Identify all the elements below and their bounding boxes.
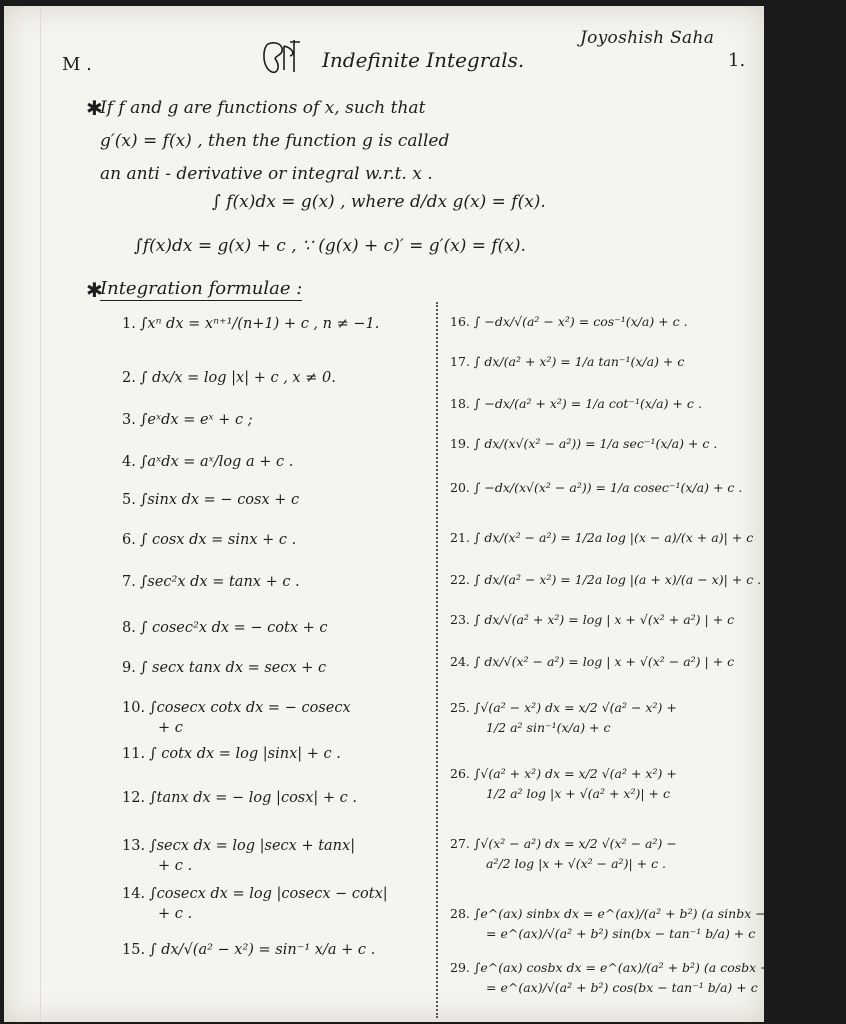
formula-text: ∫ dx/x = log |x| + c , x ≠ 0. (139, 370, 336, 386)
right-formula-1 (450, 312, 688, 332)
formula-number: 13. (122, 838, 146, 854)
notebook-page (4, 6, 846, 1022)
formula-text: ∫ cotx dx = log |sinx| + c . (149, 746, 341, 762)
formula-number: 29. (450, 960, 470, 975)
right-formula-12 (450, 834, 677, 874)
page-margin-line (40, 6, 41, 1022)
definition-formula-1: ∫ f(x)dx = g(x) , where d/dx g(x) = f(x). (212, 192, 546, 212)
formula-number: 11. (122, 746, 146, 762)
definition-formula-2: ∫f(x)dx = g(x) + c , ∵ (g(x) + c)′ = g′(x) = f(x). (134, 236, 526, 256)
left-formula-3 (122, 410, 253, 430)
right-formula-6 (450, 528, 753, 548)
formula-text: ∫ dx/(a² − x²) = 1/2a log |(a + x)/(a − x)| + c . (473, 572, 762, 587)
asterisk-icon: ✱ (86, 96, 103, 120)
right-formula-7 (450, 570, 761, 590)
formula-continuation: 1/2 a² log |x + √(a² + x²)| + c (486, 786, 671, 801)
formula-text: ∫sinx dx = − cosx + c (139, 492, 300, 508)
formula-text: ∫ −dx/(x√(x² − a²)) = 1/a cosec⁻¹(x/a) + c . (473, 480, 743, 495)
formula-number: 15. (122, 942, 146, 958)
formula-text: ∫ dx/(a² + x²) = 1/a tan⁻¹(x/a) + c (473, 354, 685, 369)
right-formula-9 (450, 652, 734, 672)
formula-text: ∫√(x² − a²) dx = x/2 √(x² − a²) − (473, 836, 677, 851)
left-formula-2 (122, 368, 336, 388)
formula-text: ∫cosecx cotx dx = − cosecx (149, 700, 351, 716)
left-formula-1 (122, 314, 379, 334)
formula-number: 4. (122, 454, 136, 470)
formula-number: 9. (122, 660, 136, 676)
formula-number: 18. (450, 396, 470, 411)
formula-number: 6. (122, 532, 136, 548)
left-formula-8 (122, 618, 328, 638)
formula-number: 3. (122, 412, 136, 428)
asterisk-icon: ✱ (86, 278, 103, 302)
monogram-logo (260, 38, 304, 78)
formula-continuation: + c . (158, 858, 193, 874)
left-formula-15 (122, 940, 375, 960)
formula-text: ∫ dx/√(x² − a²) = log | x + √(x² − a²) | + c (473, 654, 735, 669)
formula-number: 7. (122, 574, 136, 590)
formula-continuation: + c (158, 720, 183, 736)
formula-number: 10. (122, 700, 146, 716)
formula-number: 16. (450, 314, 470, 329)
intro-line-2: g′(x) = f(x) , then the function g is called (100, 131, 450, 151)
formula-text: ∫ cosx dx = sinx + c . (139, 532, 297, 548)
formula-text: ∫ dx/√(a² − x²) = sin⁻¹ x/a + c . (149, 942, 376, 958)
formula-text: ∫e^(ax) cosbx dx = e^(ax)/(a² + b²) (a cosbx + bsinbx) + c (473, 960, 846, 975)
intro-line-1: If f and g are functions of x, such that (100, 98, 426, 118)
formula-number: 8. (122, 620, 136, 636)
left-formula-13 (122, 836, 355, 876)
column-divider (436, 302, 438, 1018)
formula-text: ∫secx dx = log |secx + tanx| (149, 838, 356, 854)
formula-number: 22. (450, 572, 470, 587)
right-formula-13 (450, 904, 844, 944)
formula-text: ∫sec²x dx = tanx + c . (139, 574, 300, 590)
right-formula-2 (450, 352, 684, 372)
left-formula-11 (122, 744, 341, 764)
right-formula-10 (450, 698, 677, 738)
formula-number: 14. (122, 886, 146, 902)
formula-number: 21. (450, 530, 470, 545)
right-formula-4 (450, 434, 717, 454)
right-formula-11 (450, 764, 677, 804)
formula-continuation: a²/2 log |x + √(x² − a²)| + c . (486, 856, 667, 871)
right-formula-14 (450, 958, 846, 998)
formula-text: ∫cosecx dx = log |cosecx − cotx| (149, 886, 388, 902)
page-title: Indefinite Integrals. (322, 48, 525, 72)
subject-mark: M . (62, 54, 92, 75)
left-formula-10 (122, 698, 351, 738)
formula-number: 2. (122, 370, 136, 386)
formula-text: ∫ −dx/√(a² − x²) = cos⁻¹(x/a) + c . (473, 314, 688, 329)
formula-continuation: = e^(ax)/√(a² + b²) sin(bx − tan⁻¹ b/a) + c (486, 926, 756, 941)
formula-text: ∫ dx/(x² − a²) = 1/2a log |(x − a)/(x + a)| + c (473, 530, 754, 545)
formula-number: 24. (450, 654, 470, 669)
left-formula-12 (122, 788, 357, 808)
formula-text: ∫ secx tanx dx = secx + c (139, 660, 327, 676)
author-name: Joyoshish Saha (580, 28, 715, 48)
formula-text: ∫ dx/√(a² + x²) = log | x + √(x² + a²) | + c (473, 612, 735, 627)
left-formula-5 (122, 490, 299, 510)
intro-line-3: an anti - derivative or integral w.r.t. x . (100, 164, 433, 184)
formula-number: 19. (450, 436, 470, 451)
formula-number: 1. (122, 316, 136, 332)
formula-number: 12. (122, 790, 146, 806)
formula-text: ∫aˣdx = aˣ/log a + c . (139, 454, 294, 470)
formula-text: ∫eˣdx = eˣ + c ; (139, 412, 253, 428)
formula-number: 26. (450, 766, 470, 781)
formula-number: 27. (450, 836, 470, 851)
left-formula-9 (122, 658, 326, 678)
formula-text: ∫ cosec²x dx = − cotx + c (139, 620, 328, 636)
formula-number: 5. (122, 492, 136, 508)
formula-continuation: 1/2 a² sin⁻¹(x/a) + c (486, 720, 611, 735)
left-formula-7 (122, 572, 300, 592)
formula-text: ∫xⁿ dx = xⁿ⁺¹/(n+1) + c , n ≠ −1. (139, 316, 380, 332)
formula-text: ∫e^(ax) sinbx dx = e^(ax)/(a² + b²) (a sinbx − bcosbx) + c (473, 906, 844, 921)
formula-text: ∫√(a² − x²) dx = x/2 √(a² − x²) + (473, 700, 677, 715)
right-formula-3 (450, 394, 702, 414)
left-formula-6 (122, 530, 296, 550)
intro-paragraph (86, 92, 748, 191)
formula-number: 20. (450, 480, 470, 495)
right-formula-5 (450, 478, 742, 498)
right-formula-8 (450, 610, 734, 630)
left-formula-4 (122, 452, 293, 472)
formula-number: 25. (450, 700, 470, 715)
left-formula-14 (122, 884, 388, 924)
formula-text: ∫tanx dx = − log |cosx| + c . (149, 790, 358, 806)
formula-continuation: + c . (158, 906, 193, 922)
formula-continuation: = e^(ax)/√(a² + b²) cos(bx − tan⁻¹ b/a) + c (486, 980, 758, 995)
formula-number: 28. (450, 906, 470, 921)
formula-text: ∫ −dx/(a² + x²) = 1/a cot⁻¹(x/a) + c . (473, 396, 702, 411)
page-number: 1. (728, 50, 746, 71)
formula-text: ∫ dx/(x√(x² − a²)) = 1/a sec⁻¹(x/a) + c . (473, 436, 718, 451)
section-title: Integration formulae : (100, 278, 303, 299)
section-heading (86, 278, 303, 302)
formula-number: 17. (450, 354, 470, 369)
formula-text: ∫√(a² + x²) dx = x/2 √(a² + x²) + (473, 766, 677, 781)
formula-number: 23. (450, 612, 470, 627)
